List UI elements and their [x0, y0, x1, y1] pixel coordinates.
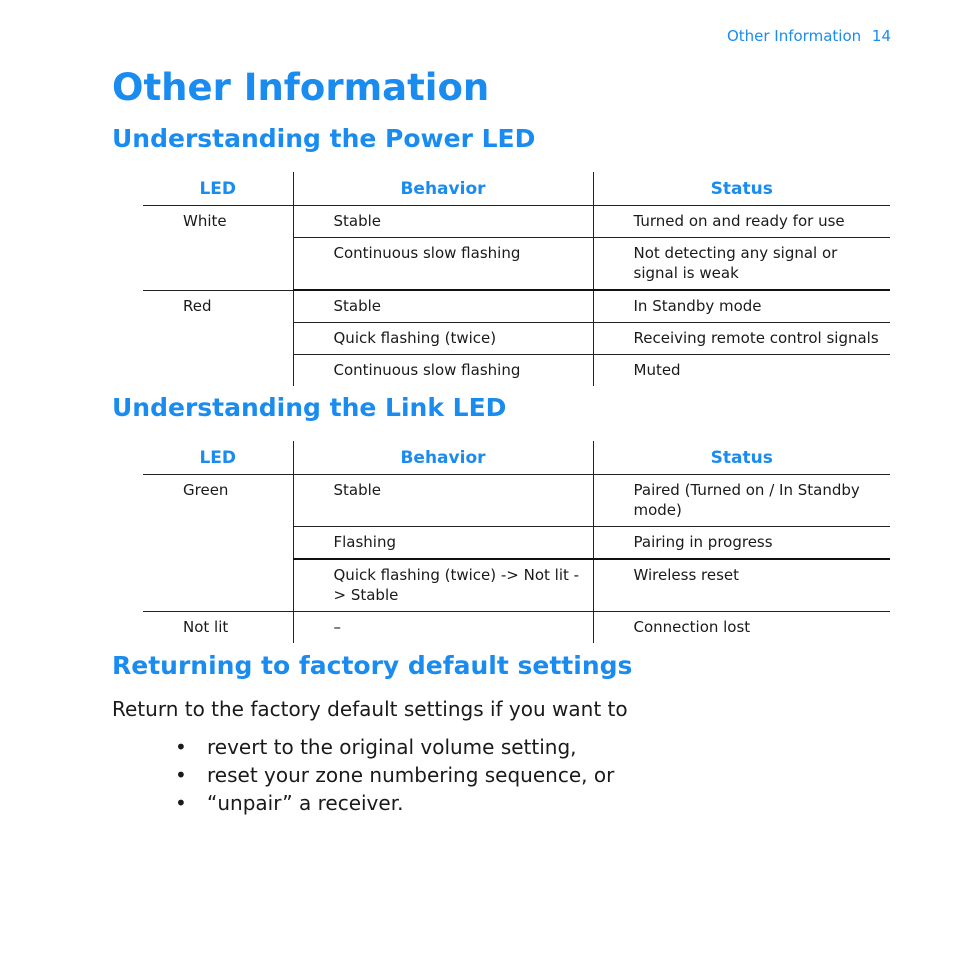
link-led-table — [143, 441, 890, 643]
table-header-row — [143, 172, 890, 206]
running-header-title: Other Information — [726, 27, 862, 45]
column-header-led: LED — [143, 441, 293, 475]
power-led-table — [143, 172, 890, 386]
list-item — [175, 789, 614, 817]
status-cell: Pairing in progress — [593, 527, 890, 560]
list-item-text: “unpair” a receiver. — [207, 791, 404, 815]
led-cell: Not lit — [143, 612, 293, 644]
table-row — [143, 206, 890, 238]
page-number: 14 — [871, 27, 891, 45]
status-cell: Turned on and ready for use — [593, 206, 890, 238]
table-header-row — [143, 441, 890, 475]
column-header-status: Status — [593, 172, 890, 206]
bullet-icon: • — [175, 791, 187, 815]
table-row — [143, 612, 890, 644]
list-item-text: reset your zone numbering sequence, or — [207, 763, 615, 787]
led-cell: Green — [183, 481, 229, 499]
led-cell: Red — [143, 290, 293, 386]
behavior-cell: Quick flashing (twice) -> Not lit -> Stable — [293, 559, 593, 612]
page-title: Other Information — [112, 66, 490, 109]
factory-reset-intro: Return to the factory default settings if you want to — [112, 697, 628, 721]
behavior-cell: – — [293, 612, 593, 644]
status-cell: Paired (Turned on / In Standby mode) — [593, 475, 890, 527]
list-item — [175, 733, 614, 761]
column-header-led: LED — [143, 172, 293, 206]
behavior-cell: Stable — [293, 475, 593, 527]
status-cell: Muted — [593, 355, 890, 387]
status-cell: Connection lost — [593, 612, 890, 644]
link-led-heading: Understanding the Link LED — [112, 393, 507, 422]
led-cell: White — [183, 212, 227, 230]
status-cell: Not detecting any signal or signal is weak — [593, 238, 890, 291]
running-header — [727, 27, 891, 45]
bullet-icon: • — [175, 735, 187, 759]
status-cell: Wireless reset — [593, 559, 890, 612]
list-item — [175, 761, 614, 789]
table-row — [143, 290, 890, 323]
behavior-cell: Quick flashing (twice) — [293, 323, 593, 355]
column-header-behavior: Behavior — [293, 172, 593, 206]
list-item-text: revert to the original volume setting, — [207, 735, 577, 759]
behavior-cell: Continuous slow flashing — [293, 238, 593, 291]
behavior-cell: Stable — [293, 206, 593, 238]
behavior-cell: Continuous slow flashing — [293, 355, 593, 387]
column-header-behavior: Behavior — [293, 441, 593, 475]
behavior-cell: Stable — [293, 290, 593, 323]
column-header-status: Status — [593, 441, 890, 475]
factory-reset-heading: Returning to factory default settings — [112, 651, 633, 680]
status-cell: In Standby mode — [593, 290, 890, 323]
factory-reset-bullets — [175, 733, 614, 817]
status-cell: Receiving remote control signals — [593, 323, 890, 355]
behavior-cell: Flashing — [293, 527, 593, 560]
power-led-heading: Understanding the Power LED — [112, 124, 536, 153]
bullet-icon: • — [175, 763, 187, 787]
table-row — [143, 475, 890, 527]
